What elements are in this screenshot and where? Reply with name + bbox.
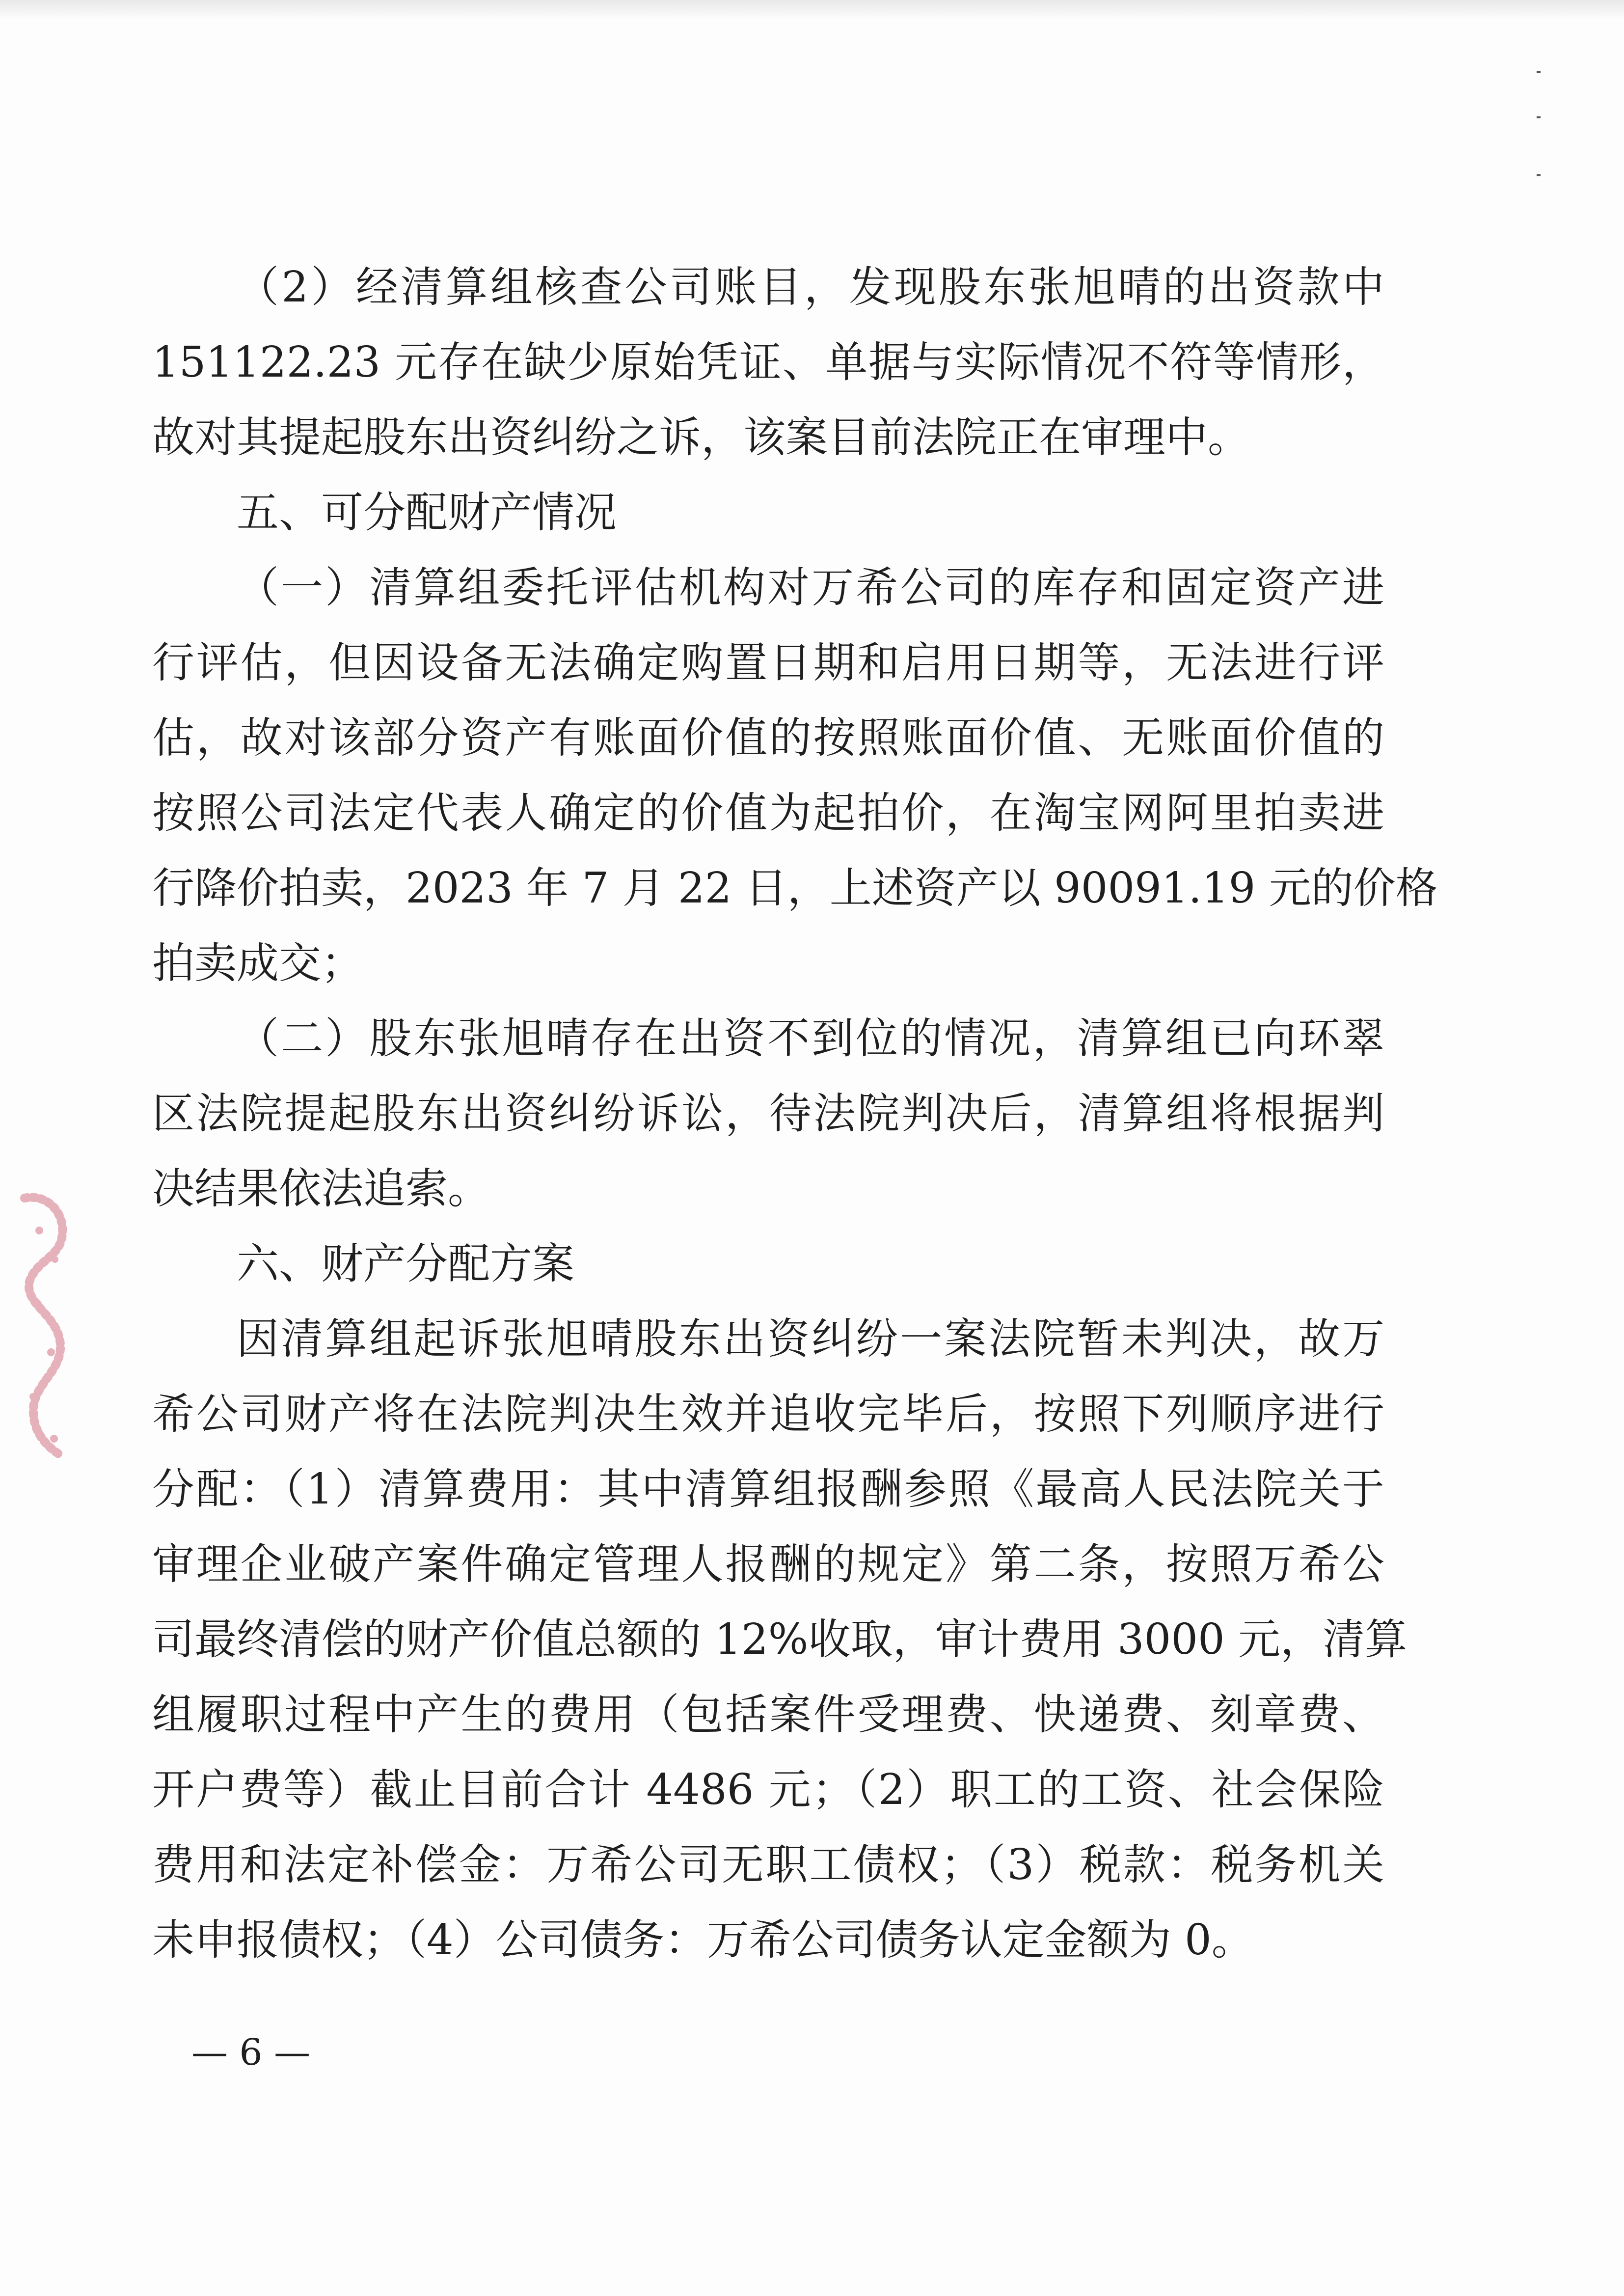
paragraph-line-20: 组履职过程中产生的费用（包括案件受理费、快递费、刻章费、: [152, 1690, 1384, 1739]
paragraph-line-21: 开户费等）截止目前合计 4486 元；（2）职工的工资、社会保险: [152, 1765, 1384, 1814]
paragraph-line-3: 故对其提起股东出资纠纷之诉，该案目前法院正在审理中。: [152, 413, 1250, 462]
paragraph-line-8: 按照公司法定代表人确定的价值为起拍价，在淘宝网阿里拍卖进: [152, 789, 1384, 838]
section-heading-distributable-property: 五、可分配财产情况: [237, 488, 617, 537]
paragraph-line-13: 决结果依法追索。: [152, 1164, 490, 1213]
paragraph-line-12: 区法院提起股东出资纠纷诉讼，待法院判决后，清算组将根据判: [152, 1089, 1384, 1138]
paragraph-line-5: （一）清算组委托评估机构对万希公司的库存和固定资产进: [237, 563, 1384, 612]
red-seal-edge: [15, 1188, 79, 1463]
paragraph-line-6: 行评估，但因设备无法确定购置日期和启用日期等，无法进行评: [152, 638, 1384, 687]
paragraph-line-19: 司最终清偿的财产价值总额的 12%收取，审计费用 3000 元，清算: [152, 1615, 1407, 1664]
paragraph-line-9: 行降价拍卖，2023 年 7 月 22 日，上述资产以 90091.19 元的价格: [152, 864, 1438, 913]
paragraph-line-7: 估，故对该部分资产有账面价值的按照账面价值、无账面价值的: [152, 713, 1384, 763]
paragraph-line-11: （二）股东张旭晴存在出资不到位的情况，清算组已向环翠: [237, 1014, 1384, 1063]
scan-shadow-edge: [0, 0, 1624, 20]
paragraph-line-23: 未申报债权；（4）公司债务：万希公司债务认定金额为 0。: [152, 1915, 1254, 1965]
paragraph-line-1: （2）经清算组核查公司账目，发现股东张旭晴的出资款中: [237, 263, 1384, 312]
paragraph-line-17: 分配：（1）清算费用：其中清算组报酬参照《最高人民法院关于: [152, 1465, 1384, 1514]
paragraph-line-2: 151122.23 元存在缺少原始凭证、单据与实际情况不符等情形，: [152, 338, 1384, 387]
paragraph-line-18: 审理企业破产案件确定管理人报酬的规定》第二条，按照万希公: [152, 1540, 1384, 1589]
paragraph-line-22: 费用和法定补偿金：万希公司无职工债权；（3）税款：税务机关: [152, 1840, 1384, 1889]
paragraph-line-16: 希公司财产将在法院判决生效并追收完毕后，按照下列顺序进行: [152, 1390, 1384, 1439]
paragraph-line-10: 拍卖成交；: [152, 939, 363, 988]
paragraph-line-15: 因清算组起诉张旭晴股东出资纠纷一案法院暂未判决，故万: [237, 1314, 1384, 1364]
page-number: — 6 —: [191, 2031, 311, 2074]
section-heading-property-distribution: 六、财产分配方案: [237, 1239, 574, 1288]
binding-marks: [1532, 71, 1546, 184]
